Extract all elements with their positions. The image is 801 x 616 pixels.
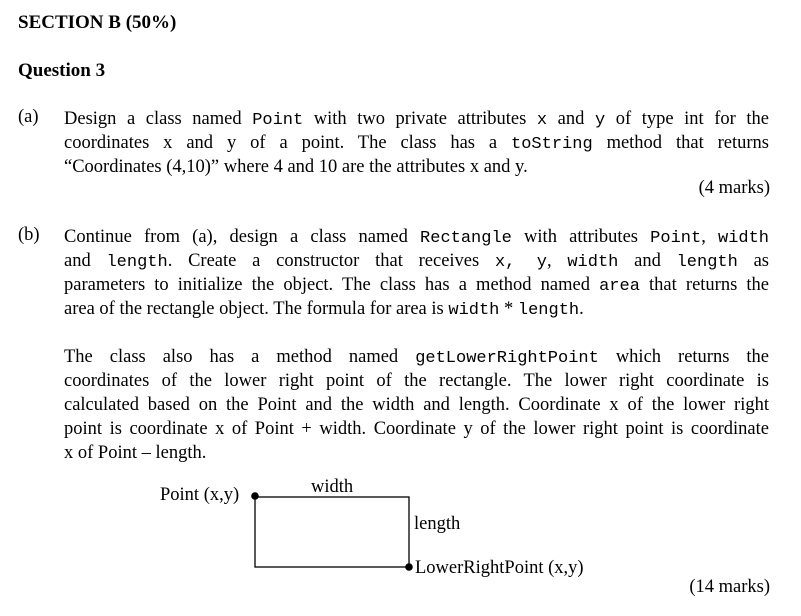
rectangle-shape (255, 497, 409, 567)
part-b-line-2: and length. Create a constructor that receives x, y, width and length as (64, 251, 770, 272)
part-b-p2-line-1: The class also has a method named getLowerRightPoint which returns the (64, 347, 770, 368)
point-dot (251, 492, 259, 500)
lower-right-label: LowerRightPoint (x,y) (415, 558, 584, 578)
part-b-line-1: Continue from (a), design a class named Rectangle with attributes Point, width (64, 227, 770, 248)
part-a-marks: (4 marks) (698, 178, 770, 198)
length-label: length (414, 514, 461, 534)
part-b-label: (b) (18, 225, 40, 245)
part-b-p2-line-2: coordinates of the lower right point of the rectangle. The lower right coordinate is (64, 371, 769, 391)
part-b-p2-line-3: calculated based on the Point and the width and length. Coordinate x of the lower right (64, 395, 769, 415)
part-a-line-1: Design a class named Point with two private attributes x and y of type int for the (64, 109, 769, 130)
question-title: Question 3 (18, 60, 106, 81)
part-b-p2-line-4: point is coordinate x of Point + width. Coordinate y of the lower right point is coordinate (64, 419, 769, 439)
point-label: Point (x,y) (160, 485, 240, 505)
lower-right-dot (405, 563, 413, 571)
width-label: width (311, 477, 354, 497)
part-b-p2-line-5: x of Point – length. (64, 443, 207, 463)
part-a-line-3: “Coordinates (4,10)” where 4 and 10 are the attributes x and y. (64, 157, 528, 177)
part-b-line-4: area of the rectangle object. The formula for area is width * length. (64, 299, 584, 320)
part-a-label: (a) (18, 107, 39, 127)
part-a-line-2: coordinates x and y of a point. The class has a toString method that returns (64, 133, 769, 154)
section-title: SECTION B (50%) (18, 12, 177, 33)
part-b-marks: (14 marks) (689, 577, 770, 597)
part-b-line-3: parameters to initialize the object. The class has a method named area that returns the (64, 275, 770, 296)
